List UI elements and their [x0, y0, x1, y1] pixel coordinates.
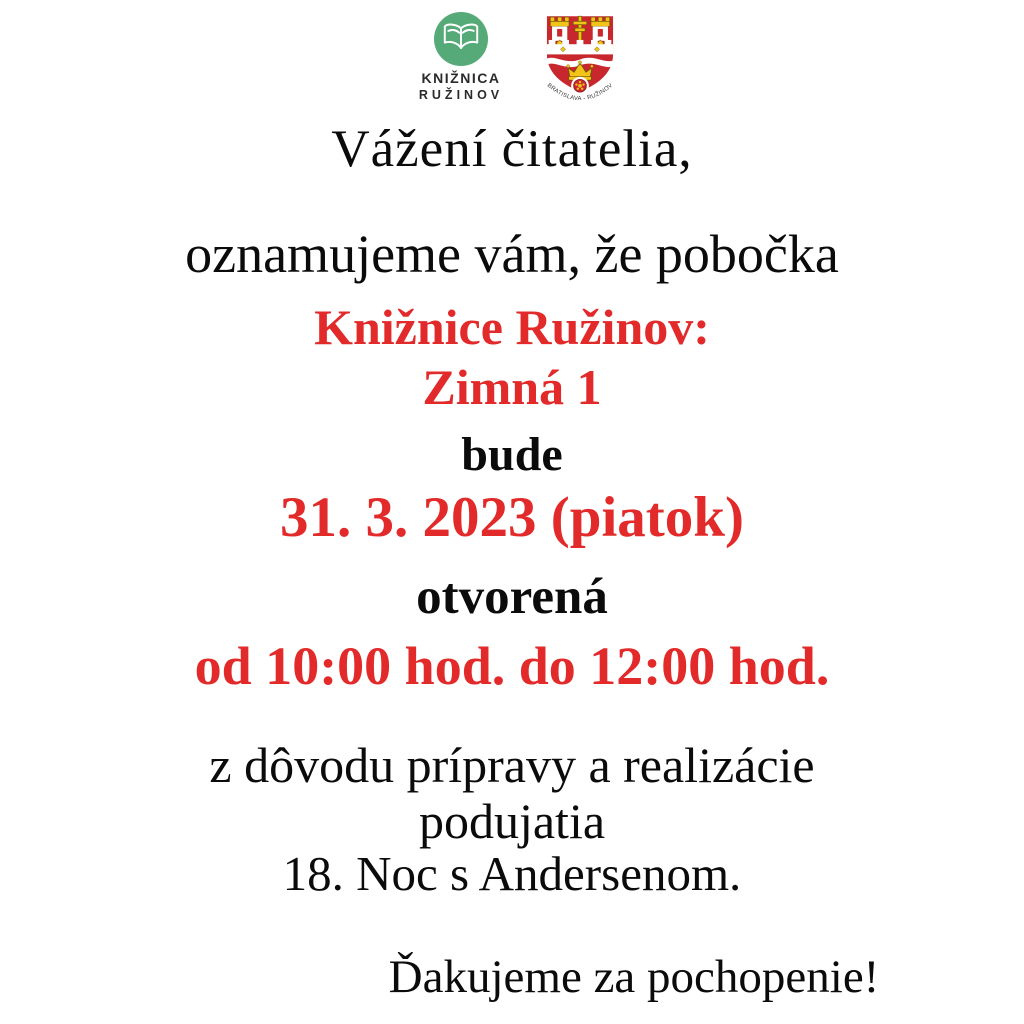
open-book-icon: [434, 12, 488, 66]
reason-line1-text: z dôvodu prípravy a realizácie: [209, 737, 815, 793]
reason-line2-text: podujatia: [418, 793, 606, 849]
hours-text: od 10:00 hod. do 12:00 hod.: [194, 636, 830, 696]
verb-text: bude: [461, 428, 563, 481]
library-logo-name-line2: RUŽINOV: [418, 88, 504, 102]
status-text: otvorená: [416, 569, 608, 625]
logo-header: [0, 12, 1024, 112]
library-logo-name-line1: KNIŽNICA: [421, 70, 501, 86]
salutation-text: Vážení čitatelia,: [331, 120, 693, 178]
event-name-text: 18. Noc s Andersenom.: [282, 846, 742, 901]
date-text: 31. 3. 2023 (piatok): [280, 486, 744, 549]
coat-of-arms-caption: BRATISLAVA - RUŽINOV: [545, 82, 615, 103]
library-logo: [401, 12, 521, 102]
coat-of-arms-icon: [537, 12, 623, 112]
branch-address-text: Zimná 1: [422, 359, 602, 415]
closing-text: Ďakujeme za pochopenie!: [388, 951, 880, 1003]
intro-text: oznamujeme vám, že pobočka: [185, 224, 839, 284]
branch-name-text: Knižnice Ružinov:: [314, 299, 710, 355]
